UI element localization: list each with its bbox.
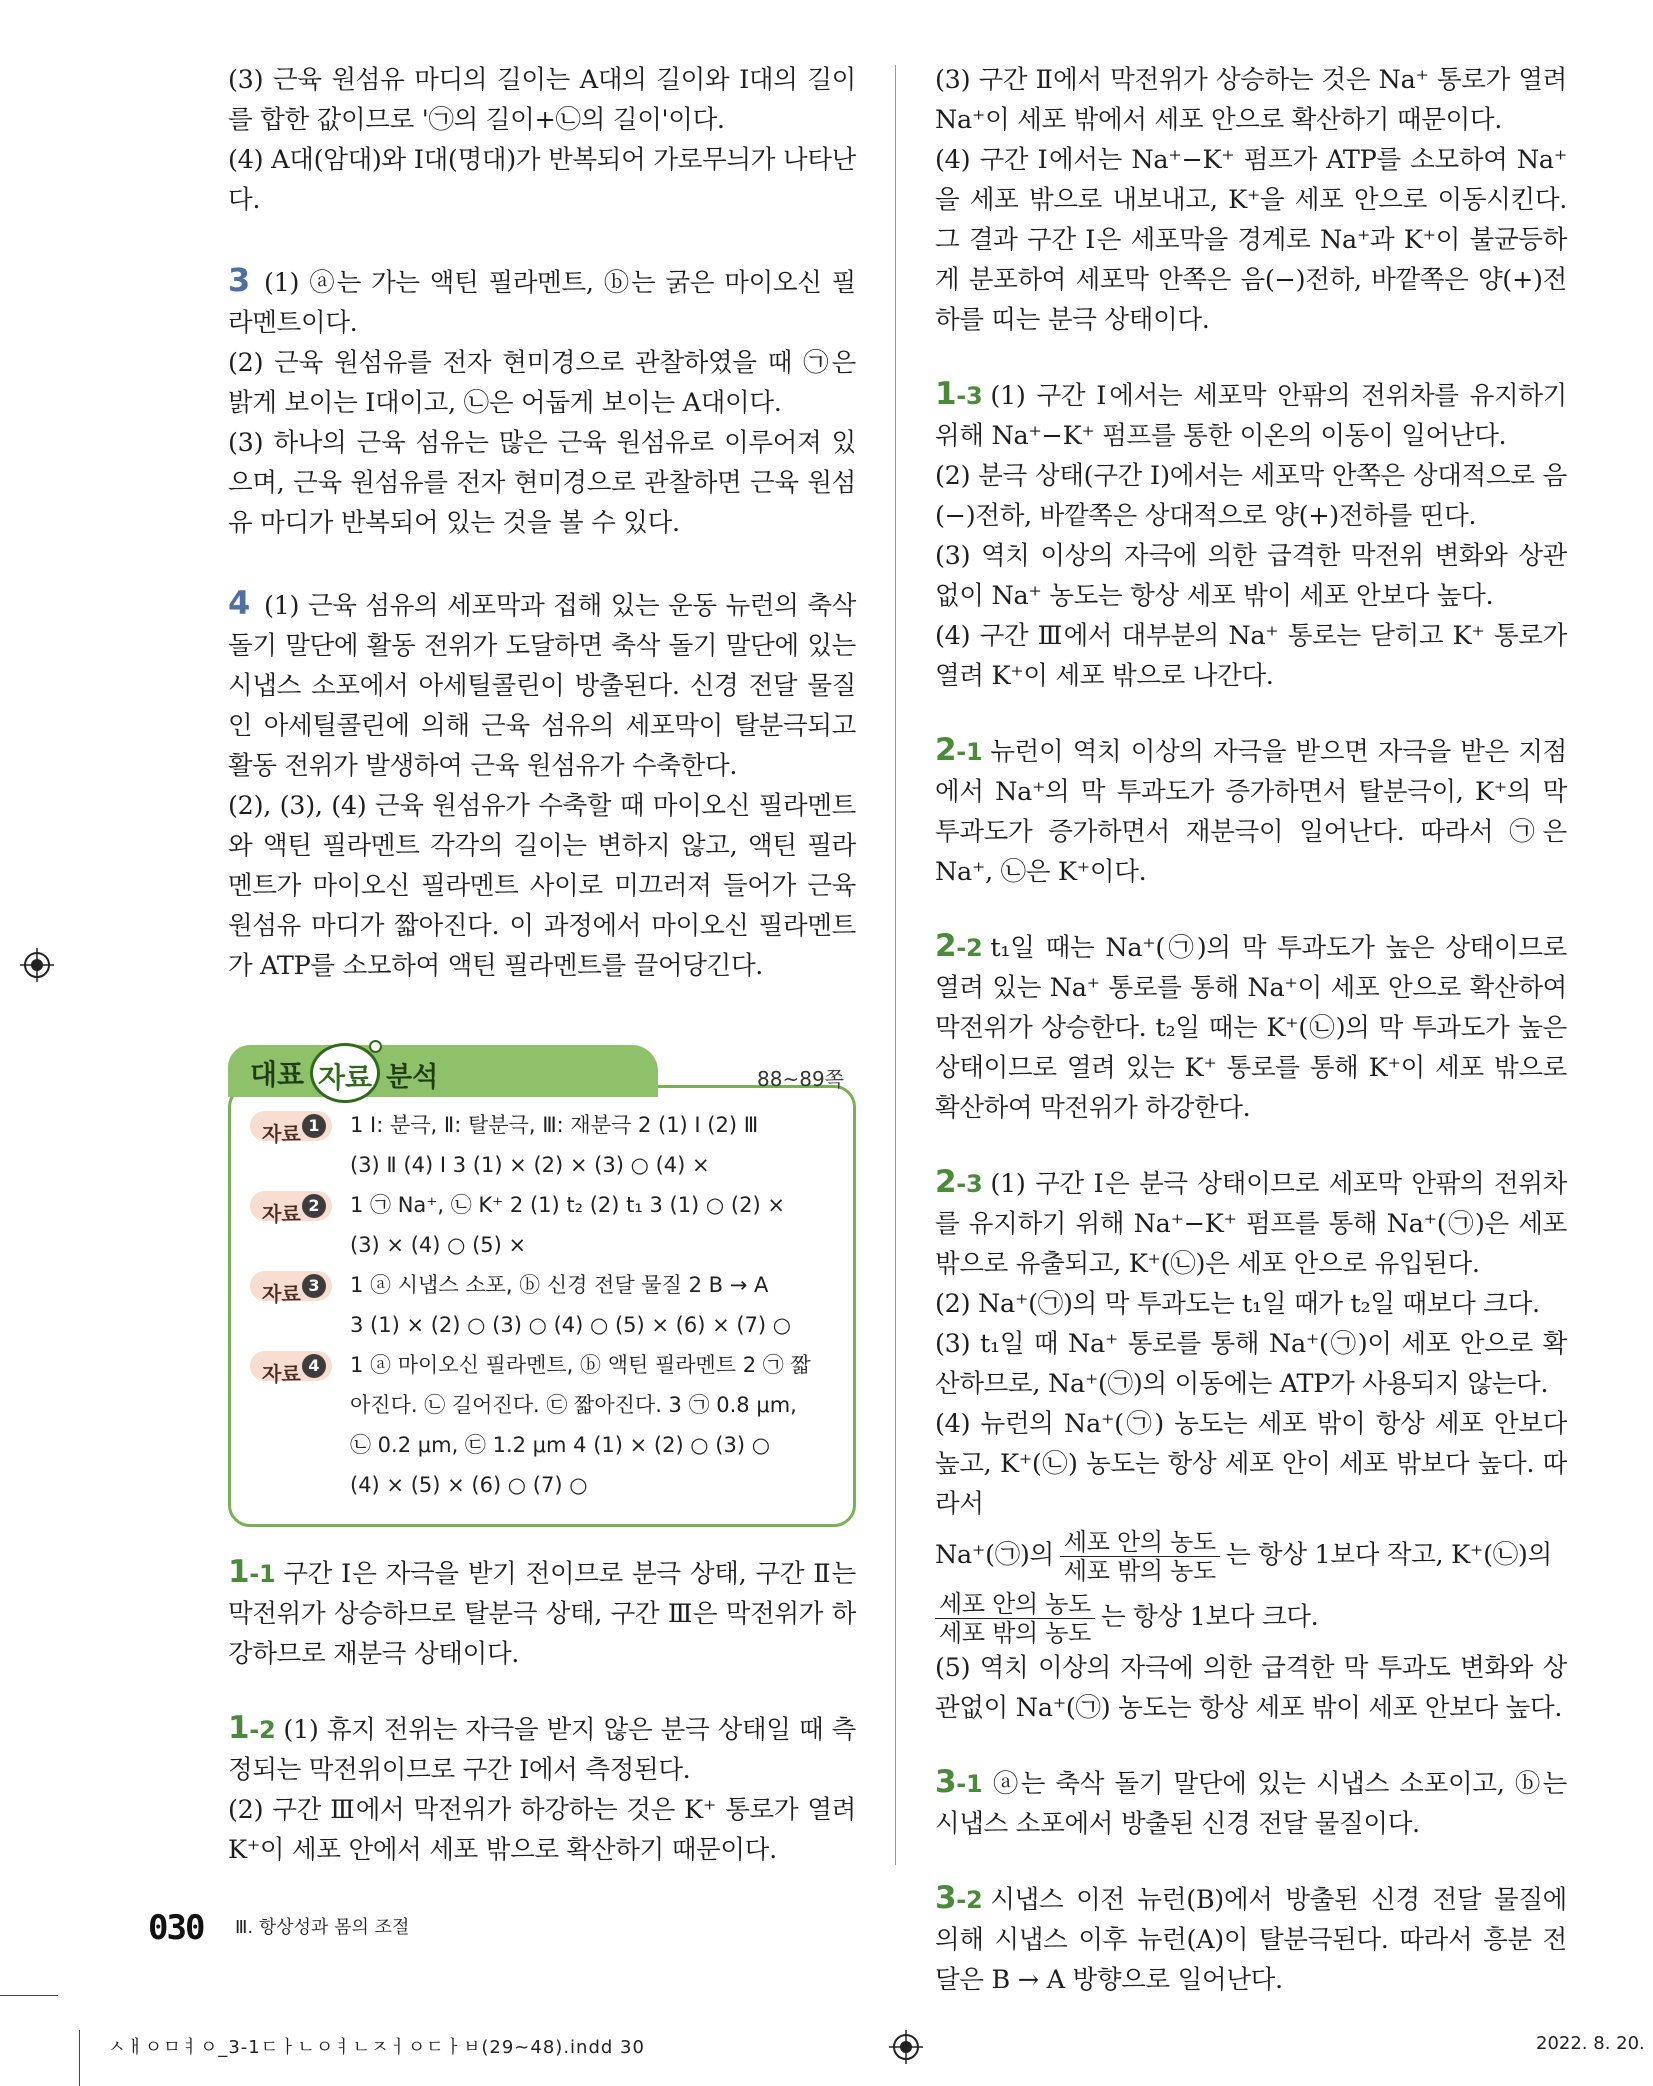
- paragraph: (3) 역치 이상의 자극에 의한 급격한 막전위 변화와 상관없이 Na⁺ 농도는 항상 세포 밖이 세포 안보다 높다.: [935, 541, 1567, 611]
- answer-line: (4) × (5) × (6) ○ (7) ○: [350, 1473, 588, 1497]
- answer-line: 1 Ⅰ: 분극, Ⅱ: 탈분극, Ⅲ: 재분극 2 (1) Ⅰ (2) Ⅲ: [350, 1113, 759, 1137]
- answer-number-sub: -3: [956, 1170, 983, 1198]
- badge-number: 3: [302, 1274, 326, 1298]
- paragraph: t₁일 때는 Na⁺(㉠)의 막 투과도가 높은 상태이므로 열려 있는 Na⁺ 통로를 통해 Na⁺이 세포 안으로 확산하여 막전위가 상승한다. t₂일 때는 K⁺(㉡)의 막 투과도가 높은 상태이므로 열려 있는 K⁺ 통로를 통해 K⁺이 세포 밖으로 확산하여 막전위가 하강한다.: [935, 933, 1567, 1123]
- text-fragment: Na⁺(㉠)의: [935, 1540, 1054, 1570]
- answer-3-2: [935, 1878, 1567, 2000]
- paragraph: (3) 구간 Ⅱ에서 막전위가 상승하는 것은 Na⁺ 통로가 열려 Na⁺이 세포 밖에서 세포 안으로 확산하기 때문이다.: [935, 65, 1567, 135]
- answer-number: [935, 732, 982, 768]
- registration-mark-icon: [20, 948, 54, 982]
- answer-row: [250, 1345, 840, 1505]
- paragraph: (2) Na⁺(㉠)의 막 투과도는 t₁일 때가 t₂일 때보다 크다.: [935, 1289, 1540, 1319]
- question-3: [228, 260, 856, 343]
- tab-circle: [310, 1043, 380, 1103]
- tab-title-prefix: 대표: [250, 1058, 305, 1091]
- answer-2-2: [935, 926, 1567, 1128]
- paragraph: (1) 휴지 전위는 자극을 받지 않은 분극 상태일 때 측정되는 막전위이므로 구간 Ⅰ에서 측정된다.: [228, 1715, 856, 1785]
- answer-number-main: 1: [228, 1710, 250, 1746]
- answer-line: ㉡ 0.2 μm, ㉢ 1.2 μm 4 (1) × (2) ○ (3) ○: [350, 1433, 771, 1457]
- paragraph: (1) 근육 섬유의 세포막과 접해 있는 운동 뉴런의 축삭 돌기 말단에 활동 전위가 도달하면 축삭 돌기 말단에 있는 시냅스 소포에서 아세틸콜린이 방출된다. 신경 전달 물질인 아세틸콜린에 의해 근육 섬유의 세포막이 탈분극되고 활동 전위가 발생하여 근육 원섬유가 수축한다.: [228, 591, 856, 781]
- answer-number: [935, 376, 982, 412]
- paragraph: (4) 구간 Ⅲ에서 대부분의 Na⁺ 통로는 닫히고 K⁺ 통로가 열려 K⁺이 세포 밖으로 나간다.: [935, 621, 1567, 691]
- concentration-fraction: [935, 1590, 1095, 1647]
- paragraph: (1) 구간 Ⅰ은 분극 상태이므로 세포막 안팎의 전위차를 유지하기 위해 Na⁺−K⁺ 펌프를 통해 Na⁺(㉠)은 세포 밖으로 유출되고, K⁺(㉡)은 세포 안으로 유입된다.: [935, 1169, 1567, 1279]
- answer-1-3: [935, 374, 1567, 456]
- answer-row: [250, 1185, 840, 1265]
- answer-3-1: [935, 1762, 1567, 1844]
- registration-mark-icon: [889, 2030, 923, 2064]
- data-badge: [250, 1111, 332, 1146]
- question-4: [228, 583, 856, 786]
- crop-mark: [79, 2030, 80, 2086]
- question-number: 4: [228, 584, 250, 622]
- text-fragment: 는 항상 1보다 크다.: [1100, 1602, 1319, 1632]
- paragraph: (3) 근육 원섬유 마디의 길이는 A대의 길이와 I대의 길이를 합한 값이므로 '㉠의 길이+㉡의 길이'이다.: [228, 65, 856, 135]
- right-column: [935, 60, 1567, 2000]
- answer-number: [228, 1554, 275, 1590]
- answer-2-1: [935, 730, 1567, 892]
- badge-number: 1: [302, 1114, 326, 1138]
- section-title: Ⅲ. 항상성과 몸의 조절: [235, 1917, 410, 1938]
- badge-label: 자료: [262, 1202, 301, 1226]
- answer-1-2: [228, 1708, 856, 1790]
- answer-line: 1 ㉠ Na⁺, ㉡ K⁺ 2 (1) t₂ (2) t₁ 3 (1) ○ (2) ×: [350, 1193, 785, 1217]
- paragraph: 구간 Ⅰ은 자극을 받기 전이므로 분극 상태, 구간 Ⅱ는 막전위가 상승하므로 탈분극 상태, 구간 Ⅲ은 막전위가 하강하므로 재분극 상태이다.: [228, 1559, 856, 1669]
- fraction-numerator: 세포 안의 농도: [1060, 1528, 1220, 1557]
- answer-number-sub: -1: [956, 738, 983, 766]
- answer-line: (3) × (4) ○ (5) ×: [350, 1233, 527, 1257]
- column-divider: [895, 65, 896, 1865]
- tab-title-circle: 자료: [317, 1061, 373, 1094]
- answer-number-main: 2: [935, 1164, 957, 1200]
- paragraph: 뉴런이 역치 이상의 자극을 받으면 자극을 받은 지점에서 Na⁺의 막 투과도가 증가하면서 탈분극이, K⁺의 막 투과도가 증가하면서 재분극이 일어난다. 따라서 ㉠은 Na⁺, ㉡은 K⁺이다.: [935, 737, 1567, 887]
- answer-row: [250, 1265, 840, 1345]
- answer-number-sub: -1: [249, 1560, 276, 1588]
- answer-number-sub: -2: [249, 1716, 276, 1744]
- fraction-denominator: 세포 밖의 농도: [1063, 1556, 1216, 1585]
- answer-number: [228, 1710, 275, 1746]
- concentration-fraction: [1060, 1528, 1220, 1585]
- paragraph: ⓐ는 축삭 돌기 말단에 있는 시냅스 소포이고, ⓑ는 시냅스 소포에서 방출된 신경 전달 물질이다.: [935, 1769, 1567, 1839]
- answer-line: 1 ⓐ 시냅스 소포, ⓑ 신경 전달 물질 2 B → A: [350, 1273, 769, 1297]
- answer-number-sub: -1: [956, 1770, 983, 1798]
- answer-number-main: 2: [935, 732, 957, 768]
- badge-label: 자료: [262, 1282, 301, 1306]
- badge-number: 2: [302, 1194, 326, 1218]
- paragraph: (4) 구간 Ⅰ에서는 Na⁺−K⁺ 펌프가 ATP를 소모하여 Na⁺을 세포 밖으로 내보내고, K⁺을 세포 안으로 이동시킨다. 그 결과 구간 Ⅰ은 세포막을 경계로 Na⁺과 K⁺이 불균등하게 분포하여 세포막 안쪽은 음(−)전하, 바깥쪽은 양(+)전하를 띠는 분극 상태이다.: [935, 145, 1567, 335]
- badge-number: 4: [302, 1354, 326, 1378]
- page-reference: 88~89쪽: [757, 1067, 844, 1091]
- paragraph: (1) ⓐ는 가는 액틴 필라멘트, ⓑ는 굵은 마이오신 필라멘트이다.: [228, 268, 856, 338]
- answer-number: [935, 1164, 982, 1200]
- answer-2-3: [935, 1162, 1567, 1284]
- answer-number-main: 1: [935, 376, 957, 412]
- paragraph: (5) 역치 이상의 자극에 의한 급격한 막 투과도 변화와 상관없이 Na⁺(㉠) 농도는 항상 세포 밖이 세포 안보다 높다.: [935, 1653, 1567, 1723]
- answer-line: 아진다. ㉡ 길어진다. ㉢ 짧아진다. 3 ㉠ 0.8 μm,: [350, 1393, 797, 1417]
- answer-number-sub: -2: [956, 1886, 983, 1914]
- badge-label: 자료: [262, 1362, 301, 1386]
- slug-filename: ㅅㅐㅇㅁㅕㅇ_3-1ㄷㅏㄴㅇㅕㄴㅈㅓㅇㄷㅏㅂ(29~48).indd 30: [108, 2037, 645, 2058]
- data-badge: [250, 1351, 332, 1386]
- answer-number: [935, 1880, 982, 1916]
- fraction-line: [935, 1586, 1567, 1648]
- answer-number: [935, 1764, 982, 1800]
- data-badge: [250, 1191, 332, 1226]
- answer-number-sub: -3: [956, 382, 983, 410]
- answer-number: [935, 928, 982, 964]
- answer-number-sub: -2: [956, 934, 983, 962]
- fraction-denominator: 세포 밖의 농도: [939, 1618, 1091, 1647]
- slug-date: 2022. 8. 20.: [1536, 2033, 1645, 2054]
- question-number: 3: [228, 261, 250, 299]
- paragraph: (2) 구간 Ⅲ에서 막전위가 하강하는 것은 K⁺ 통로가 열려 K⁺이 세포 안에서 세포 밖으로 확산하기 때문이다.: [228, 1795, 856, 1865]
- paragraph: (2) 분극 상태(구간 Ⅰ)에서는 세포막 안쪽은 상대적으로 음(−)전하, 바깥쪽은 상대적으로 양(+)전하를 띤다.: [935, 461, 1567, 531]
- answer-1-1: [228, 1552, 856, 1674]
- tab-title-suffix: 분석: [386, 1062, 439, 1093]
- fraction-line: [935, 1524, 1567, 1586]
- paragraph: (2), (3), (4) 근육 원섬유가 수축할 때 마이오신 필라멘트와 액틴 필라멘트 각각의 길이는 변하지 않고, 액틴 필라멘트가 마이오신 필라멘트 사이로 미끄러져 들어가 근육 원섬유 마디가 짧아진다. 이 과정에서 마이오신 필라멘트가 ATP를 소모하여 액틴 필라멘트를 끌어당긴다.: [228, 791, 856, 981]
- page-number: 030: [148, 1908, 204, 1948]
- crop-mark: [0, 1995, 58, 1996]
- paragraph: (2) 근육 원섬유를 전자 현미경으로 관찰하였을 때 ㉠은 밝게 보이는 I대이고, ㉡은 어둡게 보이는 A대이다.: [228, 348, 856, 418]
- answer-number-main: 2: [935, 928, 957, 964]
- answer-line: 3 (1) × (2) ○ (3) ○ (4) ○ (5) × (6) × (7) ○: [350, 1313, 792, 1337]
- paragraph: (3) t₁일 때 Na⁺ 통로를 통해 Na⁺(㉠)이 세포 안으로 확산하므로, Na⁺(㉠)의 이동에는 ATP가 사용되지 않는다.: [935, 1329, 1567, 1399]
- left-column: [228, 60, 856, 986]
- text-fragment: 는 항상 1보다 작고, K⁺(㉡)의: [1225, 1540, 1552, 1570]
- box-tab: [228, 1045, 854, 1097]
- answer-line: (3) Ⅱ (4) Ⅰ 3 (1) × (2) × (3) ○ (4) ×: [350, 1153, 710, 1177]
- answer-line: 1 ⓐ 마이오신 필라멘트, ⓑ 액틴 필라멘트 2 ㉠ 짧: [350, 1353, 811, 1377]
- badge-label: 자료: [262, 1122, 301, 1146]
- data-badge: [250, 1271, 332, 1306]
- paragraph: (1) 구간 Ⅰ에서는 세포막 안팎의 전위차를 유지하기 위해 Na⁺−K⁺ 펌프를 통한 이온의 이동이 일어난다.: [935, 381, 1567, 451]
- answer-number-main: 1: [228, 1554, 250, 1590]
- answer-row: [250, 1105, 840, 1185]
- fraction-numerator: 세포 안의 농도: [935, 1590, 1095, 1619]
- paragraph: (4) 뉴런의 Na⁺(㉠) 농도는 세포 밖이 항상 세포 안보다 높고, K⁺(㉡) 농도는 항상 세포 안이 세포 밖보다 높다. 따라서: [935, 1409, 1567, 1519]
- dot-icon: [369, 1040, 382, 1053]
- answer-number-main: 3: [935, 1764, 957, 1800]
- summary-box: [228, 1045, 854, 1525]
- paragraph: (3) 하나의 근육 섬유는 많은 근육 원섬유로 이루어져 있으며, 근육 원섬유를 전자 현미경으로 관찰하면 근육 원섬유 마디가 반복되어 있는 것을 볼 수 있다.: [228, 428, 856, 538]
- left-column-lower: [228, 1552, 856, 1870]
- answer-number-main: 3: [935, 1880, 957, 1916]
- paragraph: 시냅스 이전 뉴런(B)에서 방출된 신경 전달 물질에 의해 시냅스 이후 뉴런(A)이 탈분극된다. 따라서 흥분 전달은 B → A 방향으로 일어난다.: [935, 1885, 1567, 1995]
- paragraph: (4) A대(암대)와 I대(명대)가 반복되어 가로무늬가 나타난다.: [228, 145, 856, 215]
